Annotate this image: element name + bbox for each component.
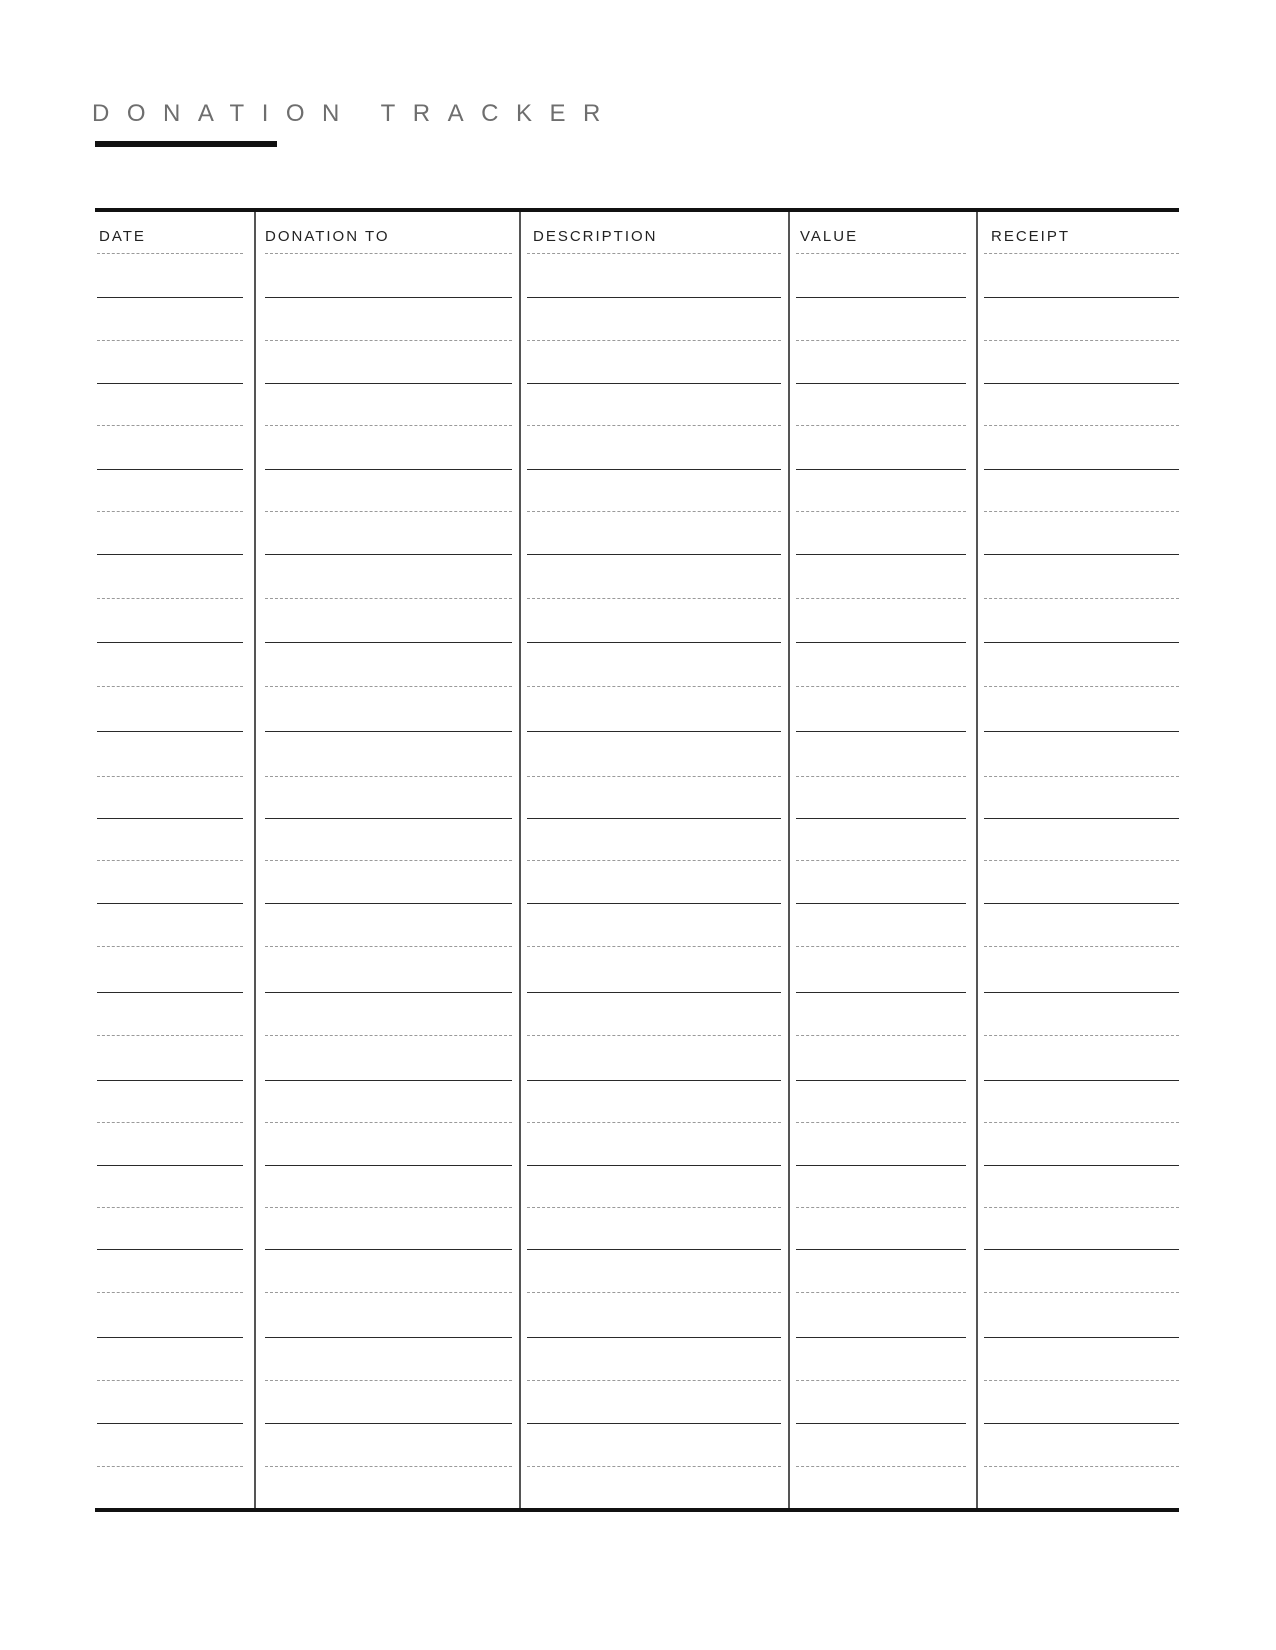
- writing-line: [984, 511, 1179, 512]
- writing-line: [97, 1080, 243, 1081]
- writing-line: [527, 686, 781, 687]
- writing-line: [97, 1122, 243, 1123]
- writing-line: [265, 1380, 512, 1381]
- writing-line: [527, 1466, 781, 1467]
- writing-line: [97, 1337, 243, 1338]
- writing-line: [984, 1165, 1179, 1166]
- writing-line: [984, 731, 1179, 732]
- writing-line: [984, 1423, 1179, 1424]
- writing-line: [265, 903, 512, 904]
- writing-line: [796, 776, 966, 777]
- writing-line: [984, 1080, 1179, 1081]
- column-description-entry-area[interactable]: [527, 0, 781, 1650]
- writing-line: [984, 1035, 1179, 1036]
- writing-line: [265, 340, 512, 341]
- writing-line: [97, 776, 243, 777]
- writing-line: [265, 598, 512, 599]
- writing-line: [97, 903, 243, 904]
- writing-line: [527, 1035, 781, 1036]
- writing-line: [265, 469, 512, 470]
- column-divider: [519, 212, 521, 1508]
- writing-line: [984, 340, 1179, 341]
- writing-line: [984, 1249, 1179, 1250]
- writing-line: [97, 1035, 243, 1036]
- writing-line: [97, 1380, 243, 1381]
- writing-line: [97, 425, 243, 426]
- writing-line: [527, 776, 781, 777]
- writing-line: [796, 731, 966, 732]
- column-header-receipt: RECEIPT: [991, 228, 1071, 245]
- writing-line: [97, 1466, 243, 1467]
- writing-line: [796, 598, 966, 599]
- writing-line: [796, 1207, 966, 1208]
- writing-line: [984, 425, 1179, 426]
- writing-line: [984, 253, 1179, 254]
- writing-line: [527, 992, 781, 993]
- writing-line: [796, 253, 966, 254]
- writing-line: [527, 731, 781, 732]
- writing-line: [527, 425, 781, 426]
- writing-line: [265, 425, 512, 426]
- writing-line: [527, 297, 781, 298]
- writing-line: [796, 642, 966, 643]
- writing-line: [984, 598, 1179, 599]
- writing-line: [527, 598, 781, 599]
- writing-line: [984, 1122, 1179, 1123]
- writing-line: [984, 642, 1179, 643]
- column-date-entry-area[interactable]: [97, 0, 243, 1650]
- writing-line: [97, 1207, 243, 1208]
- writing-line: [796, 992, 966, 993]
- writing-line: [796, 425, 966, 426]
- writing-line: [796, 1380, 966, 1381]
- writing-line: [265, 776, 512, 777]
- writing-line: [527, 903, 781, 904]
- page-title: DONATION TRACKER: [92, 100, 618, 127]
- column-divider: [254, 212, 256, 1508]
- writing-line: [97, 1249, 243, 1250]
- writing-line: [97, 469, 243, 470]
- writing-line: [527, 946, 781, 947]
- writing-line: [97, 598, 243, 599]
- column-value-entry-area[interactable]: [796, 0, 966, 1650]
- writing-line: [796, 946, 966, 947]
- writing-line: [97, 731, 243, 732]
- writing-line: [984, 860, 1179, 861]
- column-header-donation-to: DONATION TO: [265, 228, 390, 245]
- writing-line: [527, 383, 781, 384]
- writing-line: [265, 731, 512, 732]
- writing-line: [796, 1423, 966, 1424]
- writing-line: [265, 1466, 512, 1467]
- writing-line: [796, 340, 966, 341]
- writing-line: [796, 297, 966, 298]
- writing-line: [97, 1292, 243, 1293]
- writing-line: [527, 860, 781, 861]
- writing-line: [984, 469, 1179, 470]
- writing-line: [265, 1035, 512, 1036]
- writing-line: [265, 642, 512, 643]
- writing-line: [984, 554, 1179, 555]
- writing-line: [984, 297, 1179, 298]
- writing-line: [796, 1466, 966, 1467]
- writing-line: [984, 903, 1179, 904]
- writing-line: [265, 554, 512, 555]
- writing-line: [527, 642, 781, 643]
- writing-line: [97, 253, 243, 254]
- writing-line: [984, 946, 1179, 947]
- writing-line: [265, 1249, 512, 1250]
- writing-line: [984, 1466, 1179, 1467]
- writing-line: [265, 1337, 512, 1338]
- writing-line: [796, 1337, 966, 1338]
- writing-line: [796, 1080, 966, 1081]
- writing-line: [984, 1292, 1179, 1293]
- writing-line: [527, 469, 781, 470]
- writing-line: [527, 1380, 781, 1381]
- writing-line: [97, 642, 243, 643]
- writing-line: [97, 946, 243, 947]
- writing-line: [265, 1165, 512, 1166]
- writing-line: [265, 1080, 512, 1081]
- writing-line: [796, 686, 966, 687]
- writing-line: [984, 686, 1179, 687]
- writing-line: [796, 383, 966, 384]
- writing-line: [984, 818, 1179, 819]
- writing-line: [97, 992, 243, 993]
- writing-line: [796, 1165, 966, 1166]
- writing-line: [97, 1165, 243, 1166]
- writing-line: [265, 1423, 512, 1424]
- writing-line: [527, 554, 781, 555]
- writing-line: [796, 1292, 966, 1293]
- writing-line: [97, 340, 243, 341]
- writing-line: [265, 946, 512, 947]
- writing-line: [265, 992, 512, 993]
- writing-line: [796, 860, 966, 861]
- writing-line: [527, 1207, 781, 1208]
- writing-line: [796, 903, 966, 904]
- writing-line: [796, 818, 966, 819]
- column-header-date: DATE: [99, 228, 146, 245]
- writing-line: [527, 1080, 781, 1081]
- column-receipt-entry-area[interactable]: [984, 0, 1179, 1650]
- writing-line: [97, 818, 243, 819]
- writing-line: [796, 554, 966, 555]
- writing-line: [984, 992, 1179, 993]
- writing-line: [527, 1292, 781, 1293]
- writing-line: [265, 297, 512, 298]
- writing-line: [796, 1035, 966, 1036]
- writing-line: [527, 1337, 781, 1338]
- column-header-description: DESCRIPTION: [533, 228, 658, 245]
- writing-line: [97, 383, 243, 384]
- writing-line: [265, 1122, 512, 1123]
- writing-line: [984, 1380, 1179, 1381]
- writing-line: [984, 1207, 1179, 1208]
- column-divider: [788, 212, 790, 1508]
- writing-line: [527, 253, 781, 254]
- writing-line: [265, 686, 512, 687]
- writing-line: [796, 1122, 966, 1123]
- writing-line: [527, 1122, 781, 1123]
- writing-line: [527, 511, 781, 512]
- writing-line: [796, 469, 966, 470]
- column-donation-to-entry-area[interactable]: [265, 0, 512, 1650]
- writing-line: [97, 860, 243, 861]
- writing-line: [527, 1165, 781, 1166]
- writing-line: [265, 1292, 512, 1293]
- writing-line: [984, 383, 1179, 384]
- writing-line: [97, 511, 243, 512]
- writing-line: [97, 686, 243, 687]
- writing-line: [97, 554, 243, 555]
- writing-line: [265, 1207, 512, 1208]
- writing-line: [796, 1249, 966, 1250]
- writing-line: [527, 1249, 781, 1250]
- column-divider: [976, 212, 978, 1508]
- writing-line: [265, 860, 512, 861]
- writing-line: [527, 340, 781, 341]
- writing-line: [97, 1423, 243, 1424]
- writing-line: [796, 511, 966, 512]
- writing-line: [984, 1337, 1179, 1338]
- writing-line: [97, 297, 243, 298]
- writing-line: [527, 1423, 781, 1424]
- writing-line: [265, 511, 512, 512]
- column-header-value: VALUE: [800, 228, 859, 245]
- writing-line: [265, 383, 512, 384]
- writing-line: [265, 253, 512, 254]
- writing-line: [265, 818, 512, 819]
- writing-line: [527, 818, 781, 819]
- writing-line: [984, 776, 1179, 777]
